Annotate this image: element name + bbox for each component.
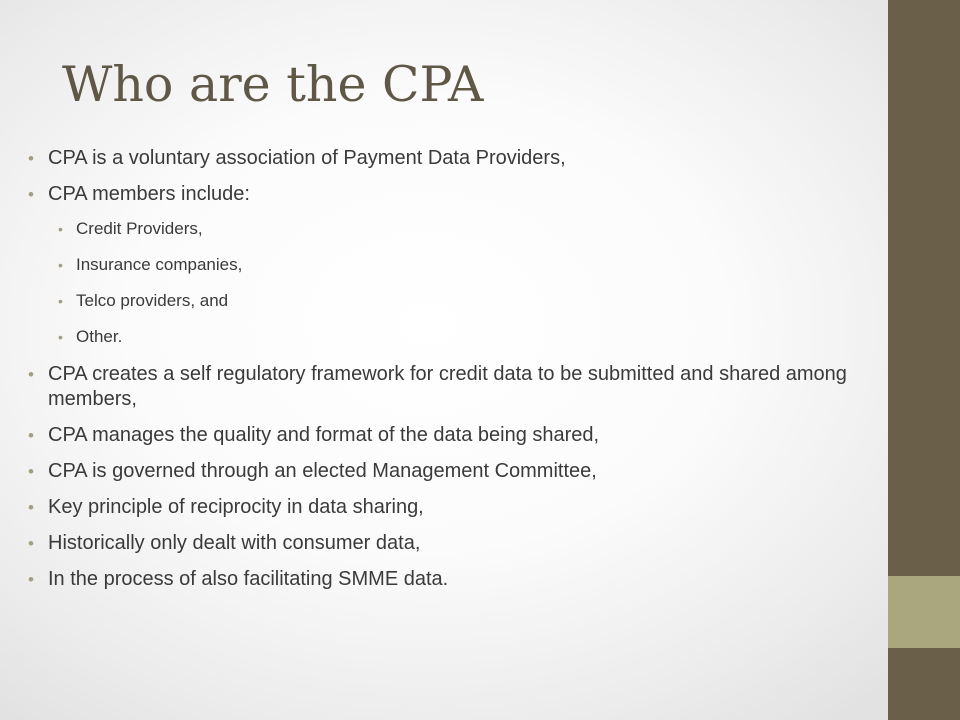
bullet-dot-icon: • (28, 185, 34, 204)
bullet-dot-icon: • (58, 221, 63, 237)
bullet-list (28, 146, 848, 603)
sub-bullet-item (28, 218, 848, 240)
bullet-dot-icon: • (58, 293, 63, 309)
sub-bullet-text: Telco providers, and (76, 291, 229, 310)
sub-bullet-item (28, 290, 848, 312)
bullet-dot-icon: • (28, 426, 34, 445)
slide-title: Who are the CPA (62, 56, 484, 113)
bullet-text: CPA members include: (48, 183, 250, 205)
bullet-item (28, 459, 848, 484)
bullet-text: In the process of also facilitating SMME data. (48, 568, 449, 590)
sub-bullet-text: Other. (76, 327, 123, 346)
bullet-item (28, 567, 848, 592)
bullet-dot-icon: • (28, 149, 34, 168)
bullet-dot-icon: • (28, 498, 34, 517)
bullet-dot-icon: • (28, 570, 34, 589)
bullet-text: CPA manages the quality and format of the data being shared, (48, 424, 600, 446)
bullet-item (28, 423, 848, 448)
sub-bullet-item (28, 326, 848, 348)
sub-bullet-text: Credit Providers, (76, 219, 203, 238)
bullet-dot-icon: • (28, 534, 34, 553)
bullet-text: Historically only dealt with consumer data, (48, 532, 421, 554)
bullet-dot-icon: • (58, 257, 63, 273)
sub-bullet-item (28, 254, 848, 276)
bullet-text: Key principle of reciprocity in data sharing, (48, 496, 424, 518)
bullet-dot-icon: • (28, 365, 34, 384)
bullet-text: CPA is a voluntary association of Payment Data Providers, (48, 147, 566, 169)
bullet-dot-icon: • (58, 329, 63, 345)
bullet-text: CPA creates a self regulatory framework for credit data to be submitted and shared among members, (48, 363, 847, 410)
bullet-item (28, 182, 848, 207)
bullet-text: CPA is governed through an elected Management Committee, (48, 460, 597, 482)
bullet-item (28, 146, 848, 171)
bullet-item (28, 495, 848, 520)
bullet-item (28, 531, 848, 556)
bullet-item (28, 362, 848, 412)
sub-bullet-text: Insurance companies, (76, 255, 243, 274)
theme-sidebar-accent (888, 576, 960, 648)
bullet-dot-icon: • (28, 462, 34, 481)
